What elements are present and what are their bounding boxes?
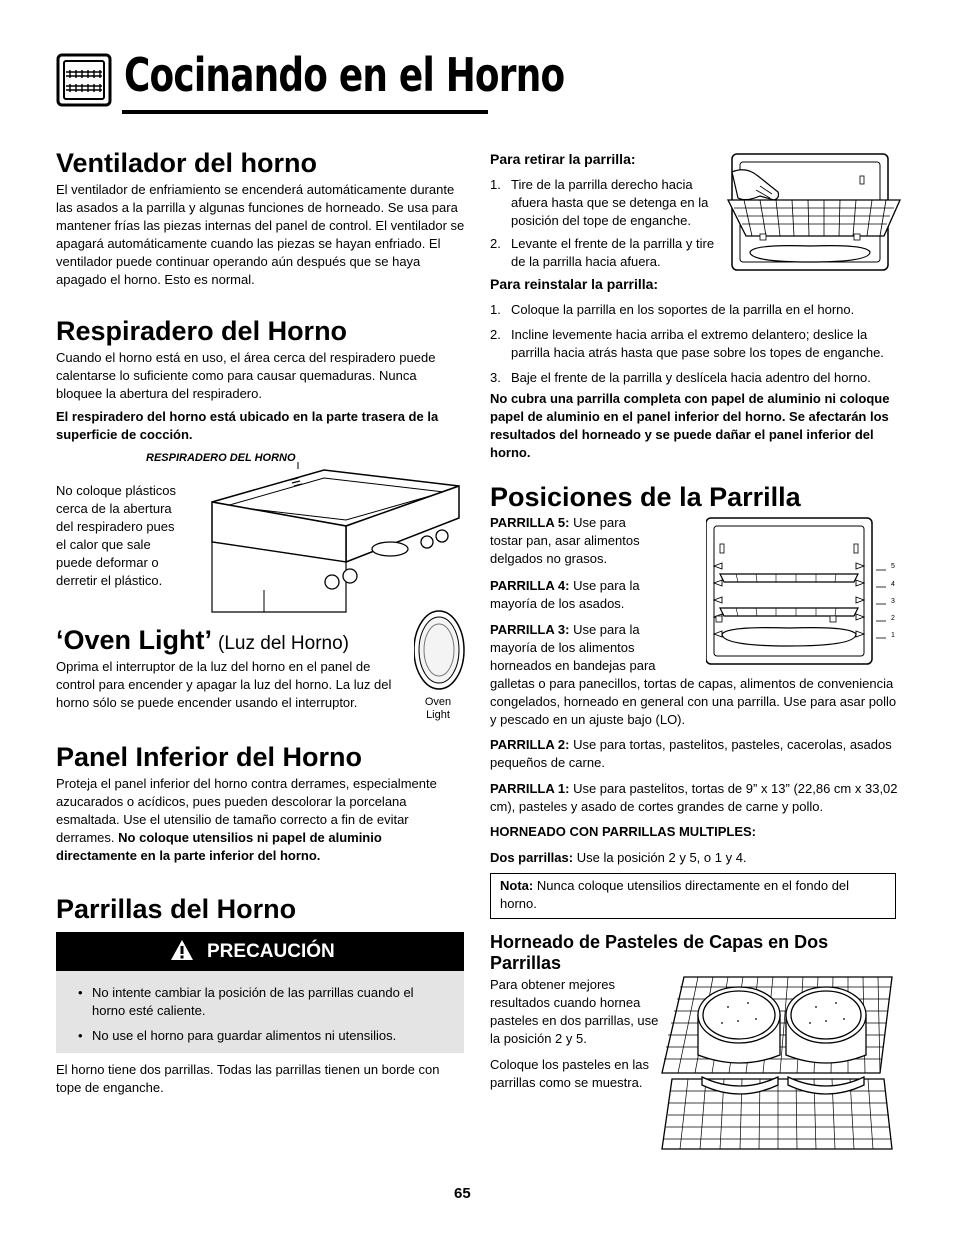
- oven-light-label-line1: Oven: [424, 696, 452, 708]
- oven-light-body: Oprima el interruptor de la luz del horno en el panel de control para encender y apagar la luz del horno. La luz del horno sólo se puede encender usando el interruptor.: [56, 659, 392, 710]
- cooktop-vent-illustration: [204, 462, 466, 614]
- bottom-panel-warning: No coloque utensilios ni papel de aluminio directamente en la parte inferior del horno.: [56, 830, 382, 863]
- layer-cakes-heading: Horneado de Pasteles de Capas en Dos Parrillas: [490, 932, 829, 973]
- racks-body: El horno tiene dos parrillas. Todas las parrillas tienen un borde con tope de enganche.: [56, 1062, 440, 1095]
- list-item: [490, 301, 900, 319]
- list-item: [490, 369, 900, 387]
- step-text: Incline levemente hacia arriba el extremo delantero; deslice la parrilla hacia atrás hasta que pase sobre los topes de enganche.: [511, 327, 884, 360]
- rack3-desc-a: [490, 621, 660, 675]
- rack2-desc: [490, 736, 900, 772]
- rack1-text: Use para pastelitos, tortas de 9” x 13” (22,86 cm x 33,02 cm), pasteles y asado de cortes grandes de carne y pollo.: [490, 781, 898, 814]
- oven-light-suffix: (Luz del Horno): [218, 633, 349, 654]
- rack5-text: Use para tostar pan, asar alimentos delgados no grasos.: [490, 515, 640, 566]
- note-label: Nota:: [500, 878, 534, 893]
- multi-rack-heading: HORNEADO CON PARRILLAS MULTIPLES:: [490, 824, 757, 839]
- page-title: Cocinando en el Horno: [124, 48, 565, 102]
- rack3-label: PARRILLA 3:: [490, 622, 570, 637]
- remove-steps: [490, 176, 718, 278]
- page-number: 65: [454, 1185, 471, 1202]
- step-number: 1.: [490, 177, 501, 192]
- note-text: Nunca coloque utensilios directamente en el fondo del horno.: [500, 878, 850, 911]
- caution-title: PRECAUCIÓN: [207, 941, 335, 962]
- vent-body: Cuando el horno está en uso, el área cerca del respiradero puede calentarse lo suficiente como para causar quemaduras. Nunca bloquee la abertura del respiradero.: [56, 350, 436, 401]
- rack-removal-illustration: [724, 152, 904, 276]
- step-number: 3.: [490, 370, 501, 385]
- step-number: 1.: [490, 302, 501, 317]
- vent-heading: Respiradero del Horno: [56, 316, 348, 346]
- list-item: [490, 326, 900, 362]
- rack5-desc: [490, 514, 655, 568]
- vent-side-note: No coloque plásticos cerca de la abertura del respiradero pues el calor que sale puede deformar o derretir el plástico.: [56, 483, 176, 588]
- rack2-text: Use para tortas, pastelitos, pasteles, cacerolas, asados pequeños de carne.: [490, 737, 892, 770]
- warning-triangle-icon: [170, 939, 194, 961]
- foil-warning: No cubra una parrilla completa con papel de aluminio ni coloque papel de aluminio en el panel inferior del horno. Se afectarán los resultados del horneado y se puede dañar el panel inferior del horno.: [490, 391, 890, 460]
- list-item: [490, 176, 718, 230]
- rack4-label: PARRILLA 4:: [490, 578, 570, 593]
- layer-cakes-body2: Coloque los pasteles en las parrillas como se muestra.: [490, 1057, 649, 1090]
- step-text: Baje el frente de la parrilla y deslícela hacia adentro del horno.: [511, 370, 871, 385]
- step-number: 2.: [490, 327, 501, 342]
- oven-light-button-label: [414, 696, 462, 722]
- rack-number-4: 4: [891, 581, 895, 588]
- caution-item: • No intente cambiar la posición de las parrillas cuando el horno esté caliente.: [78, 984, 448, 1020]
- two-racks-desc: [490, 849, 747, 867]
- oven-light-heading: [56, 627, 349, 654]
- two-racks-text: Use la posición 2 y 5, o 1 y 4.: [576, 850, 747, 865]
- rack-number-3: 3: [891, 598, 895, 605]
- oven-light-label-line2: Light: [426, 709, 450, 721]
- oven-light-button-icon: [414, 610, 468, 692]
- caution-bar: [56, 932, 464, 971]
- fan-body: El ventilador de enfriamiento se encenderá automáticamente durante las asados a la parrilla y algunas funciones de horneado. Se usa para mantener frías las piezas internas del panel de control. El ventilador se apagará automáticamente cuando las piezas se hayan enfriado. El ventilador puede continuar operando aún después que se haya apagado el horno. Esto es normal.: [56, 182, 465, 287]
- vent-figure-label: RESPIRADERO DEL HORNO: [146, 452, 296, 464]
- rack-number-5: 5: [891, 563, 895, 570]
- two-racks-label: Dos parrillas:: [490, 850, 574, 865]
- remove-heading: Para retirar la parrilla:: [490, 151, 636, 167]
- rack3-text-a: Use para la mayoría de los alimentos horneados en bandejas para: [490, 622, 656, 673]
- rack1-label: PARRILLA 1:: [490, 781, 570, 796]
- positions-heading: Posiciones de la Parrilla: [490, 482, 801, 512]
- rack3-desc-b: galletas o para panecillos, tortas de capas, alimentos de conveniencia congelados, horneado en general con una parrilla. Use para asar pollo y pescado en un ajuste bajo (LO).: [490, 676, 897, 727]
- rack5-label: PARRILLA 5:: [490, 515, 570, 530]
- fan-heading: Ventilador del horno: [56, 148, 318, 178]
- reinstall-steps: [490, 301, 900, 394]
- bottom-panel-body: [56, 775, 466, 865]
- bottom-panel-text: Proteja el panel inferior del horno contra derrames, especialmente azucarados o acídicos, pues pueden descolorar la porcelana esmaltada. Use el utensilio de tamaño correcto a fin de evitar derrames.: [56, 776, 437, 845]
- layer-cakes-illustration: [658, 975, 894, 1151]
- step-text: Coloque la parrilla en los soportes de la parrilla en el horno.: [511, 302, 855, 317]
- rack1-desc: [490, 780, 900, 816]
- caution-item: • No use el horno para guardar alimentos ni utensilios.: [78, 1027, 448, 1045]
- step-text: Levante el frente de la parrilla y tire de la parrilla hacia afuera.: [511, 236, 715, 269]
- racks-heading: Parrillas del Horno: [56, 894, 297, 924]
- oven-light-title: ‘Oven Light’: [56, 625, 211, 655]
- vent-location-note: El respiradero del horno está ubicado en la parte trasera de la superficie de cocción.: [56, 409, 439, 442]
- step-number: 2.: [490, 236, 501, 251]
- rack2-label: PARRILLA 2:: [490, 737, 570, 752]
- rack-number-1: 1: [891, 632, 895, 639]
- rack-positions-illustration: [706, 516, 902, 666]
- caution-box: [56, 971, 464, 1053]
- note-box: [490, 873, 896, 919]
- list-item: [490, 235, 718, 271]
- bottom-panel-heading: Panel Inferior del Horno: [56, 742, 363, 772]
- rack-number-2: 2: [891, 615, 895, 622]
- rack4-text: Use para la mayoría de los asados.: [490, 578, 640, 611]
- step-text: Tire de la parrilla derecho hacia afuera hasta que se detenga en la posición del tope de enganche.: [511, 177, 709, 228]
- oven-icon: [56, 52, 112, 108]
- layer-cakes-body1: Para obtener mejores resultados cuando hornea pasteles en dos parrillas, use la posición 2 y 5.: [490, 977, 659, 1046]
- rack4-desc: [490, 577, 660, 613]
- title-rule: [122, 110, 488, 114]
- reinstall-heading: Para reinstalar la parrilla:: [490, 276, 659, 292]
